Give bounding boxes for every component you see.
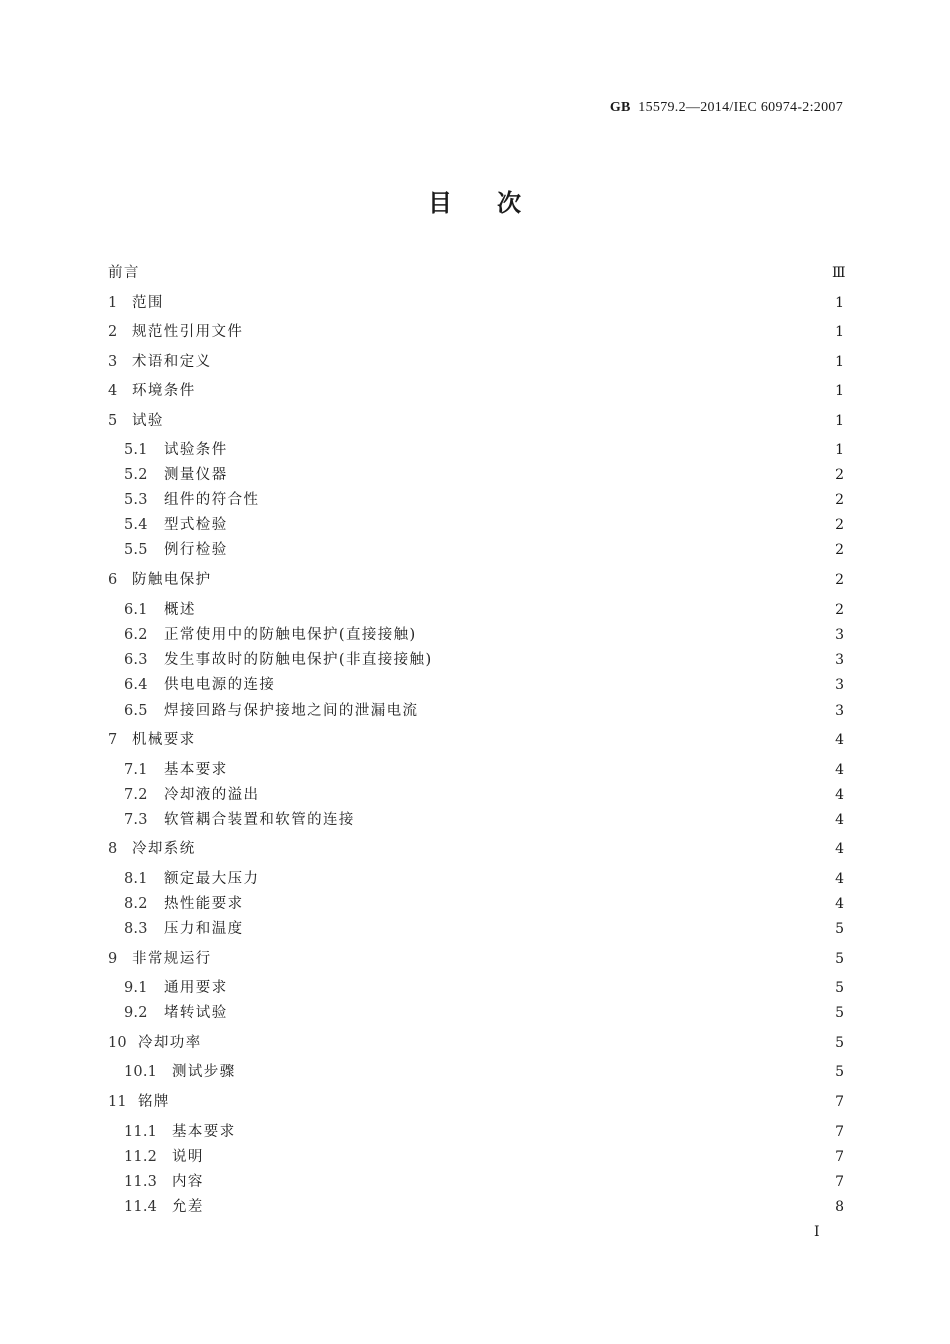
toc-entry-label: 规范性引用文件 (132, 324, 244, 340)
toc-dot-leader (252, 919, 827, 939)
toc-entry-label: 非常规运行 (132, 951, 212, 967)
toc-dot-leader (220, 949, 827, 969)
toc-entry-page: 4 (835, 896, 844, 912)
toc-entry-foreword[interactable] (108, 263, 844, 283)
toc-entry-8-2[interactable] (108, 894, 844, 914)
toc-entry-7-3[interactable] (108, 810, 844, 830)
toc-entry-page: 1 (835, 383, 844, 399)
toc-entry-number: 6.2 (124, 627, 148, 643)
toc-dot-leader (236, 760, 826, 780)
toc-entry-9-1[interactable] (108, 978, 844, 998)
toc-entry-6-1[interactable] (108, 600, 844, 620)
toc-entry-number: 11 (108, 1094, 127, 1110)
toc-entry-page: 5 (835, 1035, 844, 1051)
toc-entry-number: 5.1 (124, 442, 148, 458)
toc-dot-leader (204, 730, 826, 750)
toc-entry-label: 测量仪器 (164, 467, 228, 483)
toc-entry-label: 概述 (164, 602, 196, 618)
toc-entry-label: 冷却液的溢出 (164, 787, 260, 803)
toc-entry-page: 4 (835, 812, 844, 828)
toc-entry-11-4[interactable] (108, 1197, 844, 1217)
toc-dot-leader (210, 1033, 826, 1053)
toc-entry-number: 7.3 (124, 812, 148, 828)
toc-entry-label: 型式检验 (164, 517, 228, 533)
toc-dot-leader (283, 675, 826, 695)
toc-entry-6-5[interactable] (108, 701, 844, 721)
toc-entry-label: 允差 (172, 1199, 204, 1215)
toc-dot-leader (236, 465, 826, 485)
toc-entry-label: 发生事故时的防触电保护(非直接接触) (164, 652, 433, 668)
toc-entry-2[interactable] (108, 322, 844, 342)
toc-entry-number: 6 (108, 572, 118, 588)
toc-entry-label: 正常使用中的防触电保护(直接接触) (164, 627, 417, 643)
toc-entry-number: 5 (108, 413, 118, 429)
toc-entry-number: 10 (108, 1035, 127, 1051)
toc-entry-number: 8 (108, 841, 118, 857)
toc-dot-leader (267, 490, 826, 510)
toc-entry-number: 1 (108, 295, 118, 311)
toc-entry-number: 11.3 (124, 1174, 158, 1190)
toc-entry-page: 2 (835, 517, 844, 533)
toc-entry-label: 额定最大压力 (164, 871, 260, 887)
toc-entry-5-3[interactable] (108, 490, 844, 510)
toc-entry-page: 7 (835, 1149, 844, 1165)
toc-entry-page: 4 (835, 841, 844, 857)
toc-entry-number: 4 (108, 383, 118, 399)
toc-entry-6-4[interactable] (108, 675, 844, 695)
toc-entry-label: 试验条件 (164, 442, 228, 458)
toc-entry-label: 基本要求 (172, 1124, 236, 1140)
toc-dot-leader (236, 540, 826, 560)
toc-entry-label: 软管耦合装置和软管的连接 (164, 812, 355, 828)
toc-entry-number: 10.1 (124, 1064, 158, 1080)
toc-entry-label: 通用要求 (164, 980, 228, 996)
toc-entry-number: 9.1 (124, 980, 148, 996)
toc-entry-number: 11.2 (124, 1149, 158, 1165)
toc-entry-number: 11.1 (124, 1124, 158, 1140)
toc-dot-leader (236, 978, 826, 998)
toc-entry-page: 1 (835, 324, 844, 340)
page-title-char-1: 目 (428, 189, 453, 217)
toc-entry-number: 5.2 (124, 467, 148, 483)
toc-entry-label: 例行检验 (164, 542, 228, 558)
toc-entry-page: 5 (835, 1005, 844, 1021)
toc-entry-page: 3 (835, 677, 844, 693)
table-of-contents (108, 0, 844, 1344)
toc-entry-number: 5.5 (124, 542, 148, 558)
toc-entry-11-1[interactable] (108, 1122, 844, 1142)
toc-entry-page: 3 (835, 703, 844, 719)
toc-entry-label: 冷却功率 (138, 1035, 202, 1051)
toc-entry-7-2[interactable] (108, 785, 844, 805)
toc-dot-leader (426, 701, 826, 721)
toc-entry-page: 4 (835, 787, 844, 803)
toc-entry-number: 5.3 (124, 492, 148, 508)
toc-dot-leader (236, 1003, 826, 1023)
toc-dot-leader (172, 1092, 826, 1112)
toc-dot-leader (251, 322, 826, 342)
toc-dot-leader (204, 600, 826, 620)
toc-entry-page: 4 (835, 762, 844, 778)
toc-entry-label: 压力和温度 (164, 921, 244, 937)
toc-entry-label: 试验 (132, 413, 164, 429)
toc-dot-leader (267, 869, 826, 889)
toc-entry-number: 6.5 (124, 703, 148, 719)
toc-entry-page: 7 (835, 1174, 844, 1190)
toc-entry-5-1[interactable] (108, 440, 844, 460)
toc-entry-3[interactable] (108, 352, 844, 372)
toc-dot-leader (425, 625, 826, 645)
toc-entry-label: 内容 (172, 1174, 204, 1190)
page-number: Ⅰ (814, 1224, 820, 1240)
toc-entry-label: 热性能要求 (164, 896, 244, 912)
toc-dot-leader (267, 785, 826, 805)
toc-entry-label: 机械要求 (132, 732, 196, 748)
toc-dot-leader (206, 1147, 826, 1167)
toc-entry-number: 6.1 (124, 602, 148, 618)
toc-entry-number: 9.2 (124, 1005, 148, 1021)
toc-entry-page: 4 (835, 732, 844, 748)
toc-entry-number: 9 (108, 951, 118, 967)
toc-entry-page: 5 (835, 921, 844, 937)
standard-number: 15579.2—2014/IEC 60974-2:2007 (638, 100, 843, 115)
toc-entry-page: 7 (835, 1124, 844, 1140)
toc-dot-leader (206, 1197, 826, 1217)
toc-entry-number: 8.2 (124, 896, 148, 912)
toc-entry-label: 前言 (108, 265, 140, 281)
toc-dot-leader (252, 894, 827, 914)
page-title-char-2: 次 (497, 189, 522, 217)
toc-entry-label: 组件的符合性 (164, 492, 260, 508)
toc-entry-number: 11.4 (124, 1199, 158, 1215)
toc-entry-11-3[interactable] (108, 1172, 844, 1192)
toc-dot-leader (148, 263, 826, 283)
toc-entry-11-2[interactable] (108, 1147, 844, 1167)
toc-entry-page: 5 (835, 1064, 844, 1080)
toc-entry-number: 8.3 (124, 921, 148, 937)
toc-entry-page: 1 (835, 413, 844, 429)
toc-dot-leader (238, 1062, 826, 1082)
toc-entry-page: 2 (835, 542, 844, 558)
toc-dot-leader (204, 381, 826, 401)
toc-entry-number: 6.3 (124, 652, 148, 668)
toc-entry-8[interactable] (108, 839, 844, 859)
toc-entry-number: 5.4 (124, 517, 148, 533)
toc-entry-page: 3 (835, 627, 844, 643)
toc-entry-7-1[interactable] (108, 760, 844, 780)
toc-entry-5-5[interactable] (108, 540, 844, 560)
toc-entry-page: Ⅲ (832, 265, 846, 281)
toc-entry-label: 铭牌 (138, 1094, 170, 1110)
toc-entry-page: 3 (835, 652, 844, 668)
toc-entry-page: 4 (835, 871, 844, 887)
toc-entry-1[interactable] (108, 293, 844, 313)
toc-entry-page: 2 (835, 492, 844, 508)
toc-entry-label: 范围 (132, 295, 164, 311)
toc-entry-number: 8.1 (124, 871, 148, 887)
toc-entry-11[interactable] (108, 1092, 844, 1112)
toc-entry-label: 供电电源的连接 (164, 677, 276, 693)
toc-entry-page: 5 (835, 980, 844, 996)
toc-entry-6-3[interactable] (108, 650, 844, 670)
toc-entry-page: 1 (835, 442, 844, 458)
toc-dot-leader (363, 810, 826, 830)
toc-entry-8-1[interactable] (108, 869, 844, 889)
toc-entry-6-2[interactable] (108, 625, 844, 645)
toc-entry-label: 冷却系统 (132, 841, 196, 857)
toc-entry-number: 6.4 (124, 677, 148, 693)
toc-dot-leader (220, 570, 827, 590)
toc-entry-label: 测试步骤 (172, 1064, 236, 1080)
toc-dot-leader (204, 839, 826, 859)
toc-dot-leader (236, 515, 826, 535)
toc-entry-page: 5 (835, 951, 844, 967)
toc-entry-number: 7.1 (124, 762, 148, 778)
toc-entry-page: 2 (835, 602, 844, 618)
toc-entry-page: 2 (835, 572, 844, 588)
toc-entry-4[interactable] (108, 381, 844, 401)
toc-entry-9[interactable] (108, 949, 844, 969)
toc-entry-page: 1 (835, 295, 844, 311)
toc-entry-8-3[interactable] (108, 919, 844, 939)
toc-dot-leader (172, 293, 826, 313)
toc-entry-label: 堵转试验 (164, 1005, 228, 1021)
toc-dot-leader (441, 650, 826, 670)
toc-dot-leader (238, 1122, 826, 1142)
toc-entry-number: 7 (108, 732, 118, 748)
toc-entry-page: 1 (835, 354, 844, 370)
toc-entry-7[interactable] (108, 730, 844, 750)
toc-entry-9-2[interactable] (108, 1003, 844, 1023)
toc-entry-number: 3 (108, 354, 118, 370)
toc-entry-label: 焊接回路与保护接地之间的泄漏电流 (164, 703, 419, 719)
toc-entry-5[interactable] (108, 411, 844, 431)
toc-entry-page: 2 (835, 467, 844, 483)
toc-entry-number: 2 (108, 324, 118, 340)
toc-entry-label: 基本要求 (164, 762, 228, 778)
toc-dot-leader (172, 411, 826, 431)
toc-entry-5-4[interactable] (108, 515, 844, 535)
toc-dot-leader (220, 352, 827, 372)
toc-entry-label: 说明 (172, 1149, 204, 1165)
toc-entry-label: 防触电保护 (132, 572, 212, 588)
toc-dot-leader (206, 1172, 826, 1192)
toc-entry-6[interactable] (108, 570, 844, 590)
toc-entry-label: 环境条件 (132, 383, 196, 399)
toc-entry-page: 8 (835, 1199, 844, 1215)
toc-entry-page: 7 (835, 1094, 844, 1110)
toc-entry-10[interactable] (108, 1033, 844, 1053)
toc-dot-leader (236, 440, 826, 460)
toc-entry-number: 7.2 (124, 787, 148, 803)
toc-entry-label: 术语和定义 (132, 354, 212, 370)
toc-entry-10-1[interactable] (108, 1062, 844, 1082)
toc-entry-5-2[interactable] (108, 465, 844, 485)
standard-prefix: GB (609, 100, 631, 115)
